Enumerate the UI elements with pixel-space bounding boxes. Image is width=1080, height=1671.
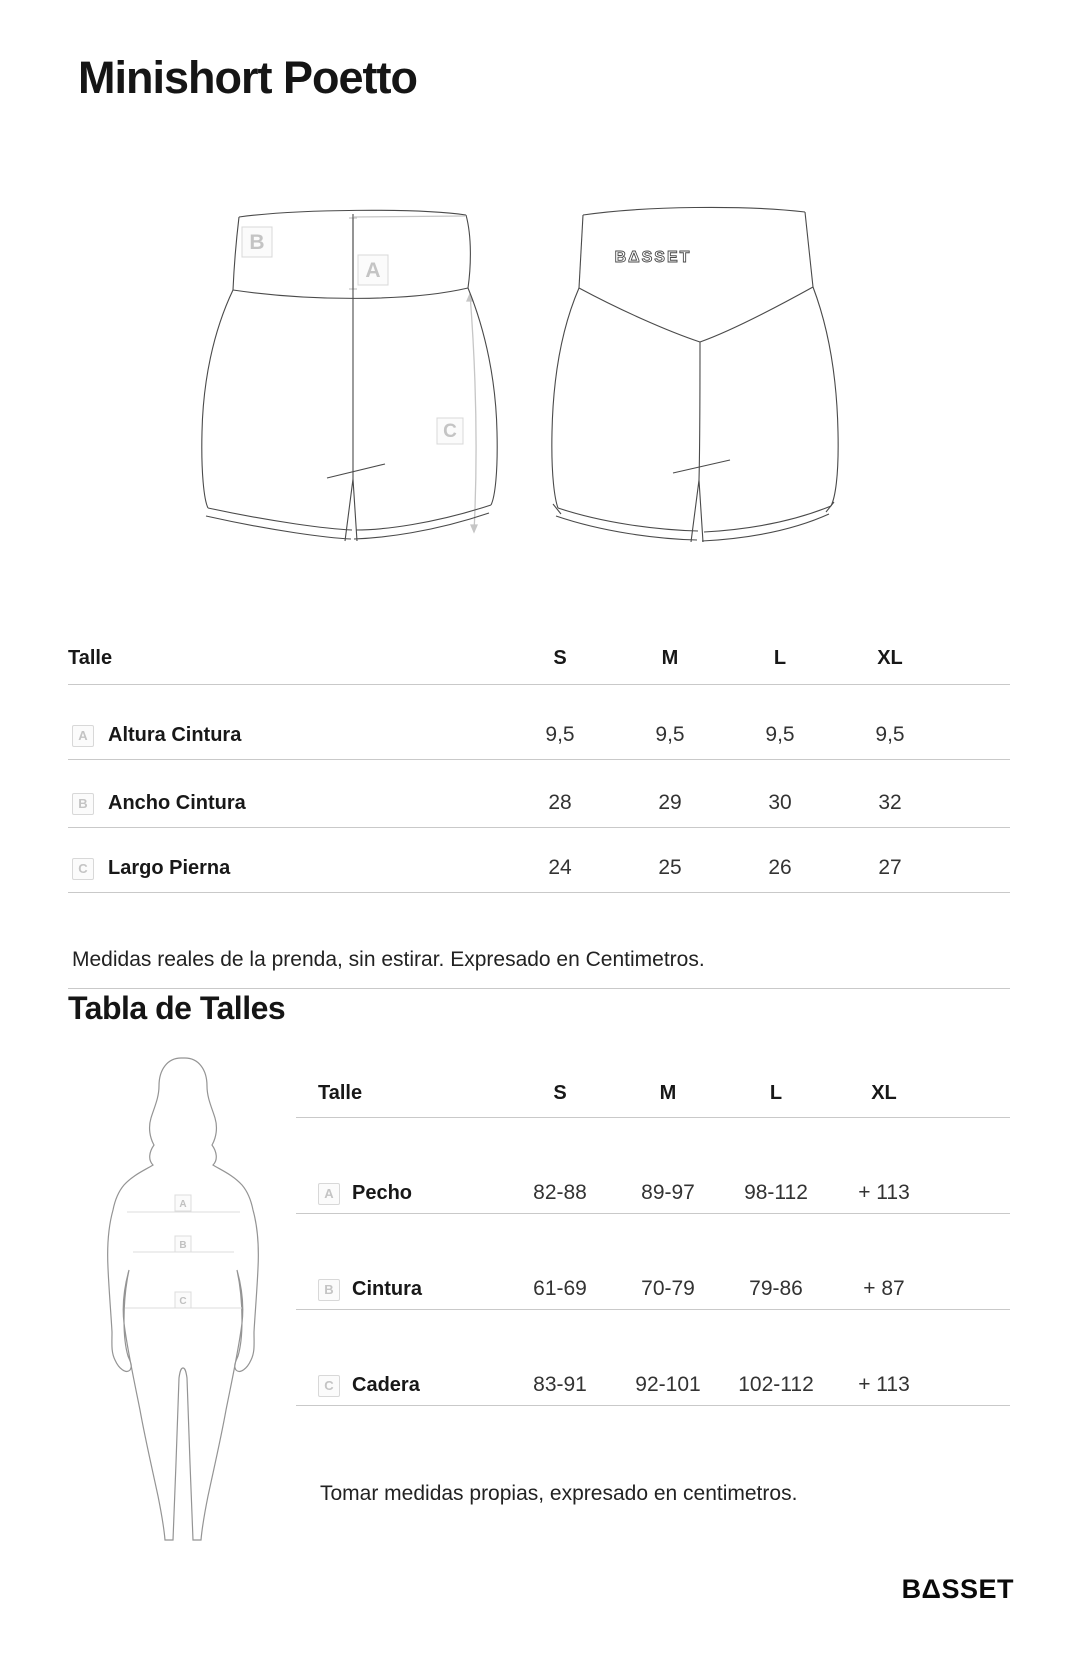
front-label-C: C [443, 421, 457, 442]
garment-measures-table [68, 608, 1010, 989]
table-row [68, 760, 1010, 828]
size-col-l: L [773, 647, 787, 669]
body-silhouette [95, 1048, 270, 1553]
garment-table-header [68, 608, 1010, 685]
section-title: Tabla de Talles [68, 990, 286, 1026]
cell-value: 26 [768, 856, 792, 879]
cell-value: 79-86 [749, 1277, 803, 1300]
size-col-m: M [659, 1082, 677, 1104]
table-row [296, 1118, 1010, 1214]
shorts-front-drawing [178, 192, 523, 547]
size-col-xl: XL [871, 1082, 897, 1104]
size-table-note: Tomar medidas propias, expresado en centimetros. [320, 1482, 798, 1505]
garment-table-note: Medidas reales de la prenda, sin estirar. Expresado en Centimetros. [68, 893, 1010, 989]
cell-value: 102-112 [738, 1373, 814, 1396]
row-letter-badge: B [72, 793, 94, 815]
cell-value: 24 [548, 856, 572, 879]
row-label: Ancho Cintura [108, 792, 246, 814]
cell-value: 30 [768, 791, 792, 814]
cell-value: 61-69 [533, 1277, 587, 1300]
cell-value: 28 [548, 791, 572, 814]
row-label: Cadera [352, 1374, 420, 1396]
size-col-m: M [661, 647, 679, 669]
front-label-B: B [249, 231, 265, 254]
cell-value: + 113 [858, 1373, 910, 1396]
size-header-talle: Talle [318, 1082, 363, 1104]
row-label: Altura Cintura [108, 724, 242, 746]
brand-logo: BΔSSET [901, 1574, 1014, 1604]
cell-value: 9,5 [655, 723, 685, 746]
size-col-l: L [769, 1082, 783, 1104]
cell-value: 29 [658, 791, 682, 814]
cell-value: 70-79 [641, 1277, 695, 1300]
cell-value: 83-91 [533, 1373, 587, 1396]
cell-value: 9,5 [875, 723, 905, 746]
row-letter-badge: A [318, 1183, 340, 1205]
size-table-header [296, 1058, 1010, 1118]
cell-value: 89-97 [641, 1181, 695, 1204]
row-label: Largo Pierna [108, 857, 231, 879]
row-letter-badge: B [318, 1279, 340, 1301]
cell-value: + 113 [858, 1181, 910, 1204]
back-waistband-logo: BΔSSET [614, 249, 692, 266]
row-letter-badge: C [318, 1375, 340, 1397]
table-row [68, 685, 1010, 760]
cell-value: 82-88 [533, 1181, 587, 1204]
cell-value: 27 [878, 856, 902, 879]
body-size-table [296, 1058, 1010, 1506]
size-col-s: S [553, 1082, 567, 1104]
cell-value: 25 [658, 856, 682, 879]
row-letter-badge: C [72, 858, 94, 880]
figure-label-B: B [179, 1240, 187, 1251]
shorts-back-drawing [505, 192, 850, 547]
cell-value: 92-101 [635, 1373, 701, 1396]
garment-header-talle: Talle [68, 647, 113, 669]
front-label-A: A [365, 259, 381, 282]
figure-label-A: A [179, 1199, 187, 1210]
table-row [68, 828, 1010, 893]
cell-value: + 87 [863, 1277, 905, 1300]
cell-value: 98-112 [744, 1181, 808, 1204]
table-row [296, 1310, 1010, 1406]
cell-value: 9,5 [545, 723, 575, 746]
size-col-s: S [553, 647, 567, 669]
row-label: Cintura [352, 1278, 422, 1300]
table-row [296, 1214, 1010, 1310]
page-title: Minishort Poetto [78, 52, 417, 103]
row-letter-badge: A [72, 725, 94, 747]
size-col-xl: XL [877, 647, 903, 669]
cell-value: 9,5 [765, 723, 795, 746]
cell-value: 32 [878, 791, 902, 814]
row-label: Pecho [352, 1182, 413, 1204]
figure-label-C: C [179, 1296, 187, 1307]
